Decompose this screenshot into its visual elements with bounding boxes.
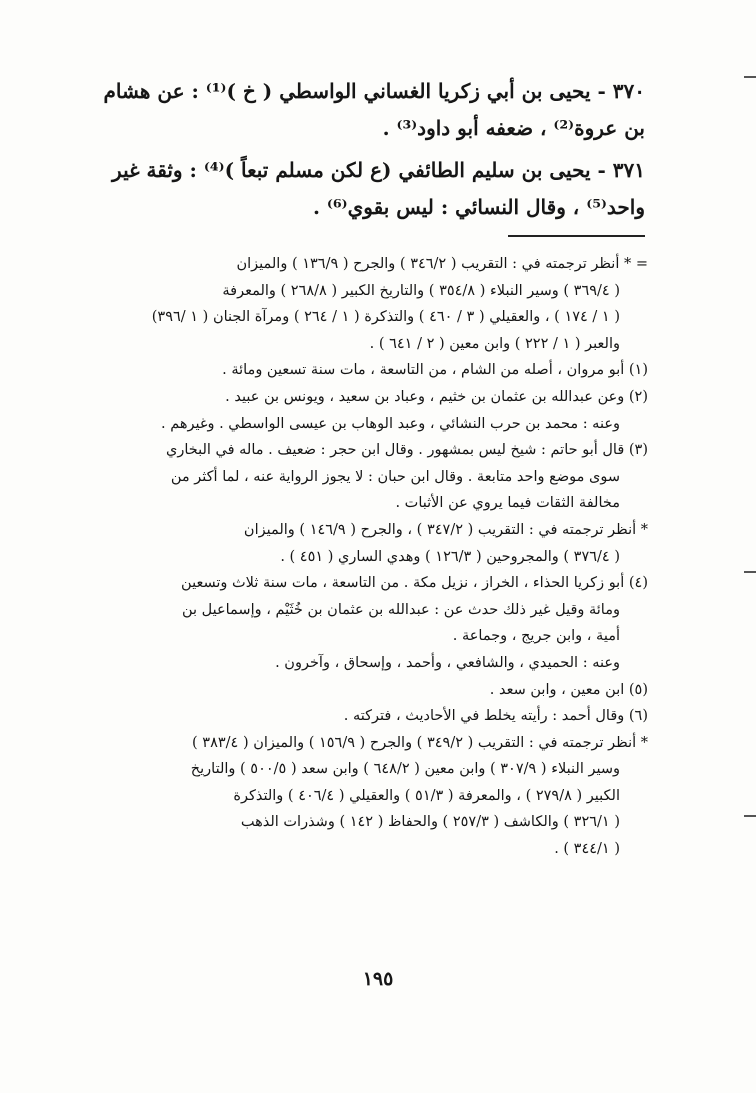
footnote-line: وعنه : الحميدي ، والشافعي ، وأحمد ، وإسحاق ، وآخرون . [275,654,620,671]
footnote-line: الكبير ( ٢٧٩/٨ ) ، والمعرفة ( ٥١/٣ ) والعقيلي ( ٤٠٦/٤ ) والتذكرة [233,787,620,804]
footnote-line: وسير النبلاء ( ٣٠٧/٩ ) وابن معين ( ٦٤٨/٢ ) وابن سعد ( ٥٠٠/٥ ) والتاريخ [190,761,620,778]
margin-mark [744,815,756,817]
footnote-line: * أنظر ترجمته في : التقريب ( ٣٤٩/٢ ) والجرح ( ١٥٦/٩ ) والميزان ( ٣٨٣/٤ ) [192,734,648,751]
footnote-line: أمية ، وابن جريج ، وجماعة . [452,628,620,645]
footnote-line: (٦) وقال أحمد : رأيته يخلط في الأحاديث ، فتركته . [343,708,648,725]
footnote-line: (٣) قال أبو حاتم : شيخ ليس بمشهور . وقال ابن حجر : ضعيف . ماله في البخاري [165,442,648,459]
entry-370-line-2: بن عروة⁽²⁾ ، ضعفه أبو داود⁽³⁾ . [382,116,645,140]
footnote-line: * أنظر ترجمته في : التقريب ( ٣٤٧/٢ ) ، والجرح ( ١٤٦/٩ ) والميزان [243,521,648,538]
footnote-line: والعبر ( ١ / ٢٢٢ ) وابن معين ( ٢ / ٦٤١ ) . [369,335,620,352]
entry-371 [100,152,645,226]
footnote-line: ( ٣٢٦/١ ) والكاشف ( ٢٥٧/٣ ) والحفاظ ( ١٤٢ ) وشذرات الذهب [240,814,620,831]
margin-mark [744,76,756,78]
footnote-separator [508,235,645,237]
page-number: ١٩٥ [362,968,394,990]
footnote-line: ( ١ / ١٧٤ ) ، والعقيلي ( ٣ / ٤٦٠ ) والتذكرة ( ١ / ٢٦٤ ) ومرآة الجنان ( ١ /٣٩٦) [151,309,620,326]
footnote-line: ( ٣٤٤/١ ) . [554,841,620,858]
footnote-line: ومائة وقيل غير ذلك حدث عن : عبدالله بن عثمان بن خُثَيْم ، وإسماعيل بن [181,601,620,618]
footnote-line: (٢) وعن عبدالله بن عثمان بن خثيم ، وعباد بن سعيد ، ويونس بن عبيد . [225,388,648,405]
margin-mark [744,571,756,573]
entry-370-line-1: ٣٧٠ - يحيى بن أبي زكريا الغساني الواسطي ( خ )⁽¹⁾ : عن هشام [103,79,645,103]
footnote-line: مخالفة الثقات فيما يروي عن الأثبات . [395,495,620,512]
footnote-line: سوى موضع واحد متابعة . وقال ابن حبان : لا يجوز الرواية عنه ، لما أكثر من [170,468,620,485]
footnote-line: ( ٣٧٦/٤ ) والمجروحين ( ١٢٦/٣ ) وهدي الساري ( ٤٥١ ) . [280,548,620,565]
footnote-line: (٤) أبو زكريا الحذاء ، الخراز ، نزيل مكة . من التاسعة ، مات سنة ثلاث وتسعين [181,575,648,592]
footnote-line: وعنه : محمد بن حرب النشائي ، وعبد الوهاب بن عيسى الواسطي . وغيرهم . [161,415,620,432]
entry-371-line-1: ٣٧١ - يحيى بن سليم الطائفي (ع لكن مسلم تبعاً )⁽⁴⁾ : وثقة غير [112,158,645,182]
entry-370 [100,73,645,147]
footnotes [100,251,648,863]
footnote-line: = * أنظر ترجمته في : التقريب ( ٣٤٦/٢ ) والجرح ( ١٣٦/٩ ) والميزان [236,256,648,272]
footnote-line: (١) أبو مروان ، أصله من الشام ، من التاسعة ، مات سنة تسعين ومائة . [222,362,648,379]
entry-371-line-2: واحد⁽⁵⁾ ، وقال النسائي : ليس بقوي⁽⁶⁾ . [313,195,645,219]
footnote-line: ( ٣٦٩/٤ ) وسير النبلاء ( ٣٥٤/٨ ) والتاريخ الكبير ( ٢٦٨/٨ ) والمعرفة [222,282,620,299]
footnote-line: (٥) ابن معين ، وابن سعد . [489,681,648,698]
